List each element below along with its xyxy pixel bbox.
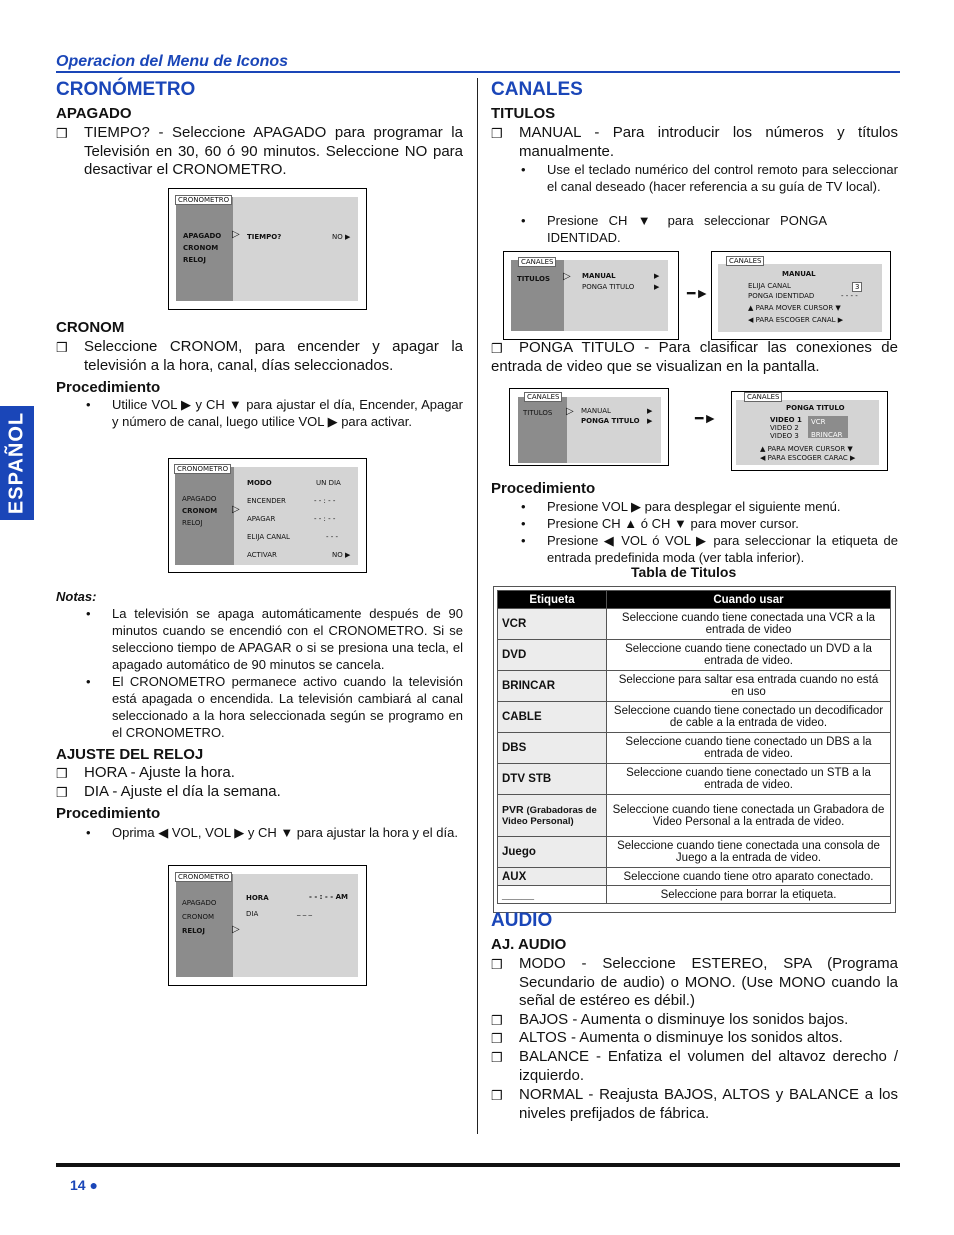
titulos-bullet-1: Use el teclado numérico del control remoto para seleccionar el canal deseado (hacer referencia a su guía de TV local). xyxy=(547,162,898,194)
table-cell-desc: Seleccione para saltar esa entrada cuando no está en uso xyxy=(607,671,891,702)
arrow-right-icon: ━► xyxy=(687,285,710,301)
screen-caption: CRONOMETRO xyxy=(175,872,232,882)
menu-option: PONGA TITULO xyxy=(582,283,635,291)
notas-heading: Notas: xyxy=(56,589,97,604)
screen-caption: CRONOMETRO xyxy=(175,195,232,205)
cursor-arrow-icon: ▷ xyxy=(232,924,240,935)
ajuste-reloj-heading: AJUSTE DEL RELOJ xyxy=(56,746,204,763)
table-cell-desc: Seleccione cuando tiene conectado un DBS a la entrada de video. xyxy=(607,733,891,764)
cronom-heading: CRONOM xyxy=(56,319,125,336)
checkbox-icon: ❒ xyxy=(56,785,68,800)
header-rule xyxy=(56,71,900,73)
menu-row: ELIJA CANAL xyxy=(247,533,290,541)
menu-option: MANUAL xyxy=(582,272,616,280)
audio-normal-text: NORMAL - Reajusta BAJOS, ALTOS y BALANCE a los niveles prefijados de fábrica. xyxy=(519,1086,898,1122)
menu-option: TIEMPO? xyxy=(247,233,282,241)
menu-value: UN DIA xyxy=(316,479,341,487)
table-cell-label: DBS xyxy=(498,733,607,764)
table-title: Tabla de Titulos xyxy=(631,564,737,580)
bullet: • xyxy=(521,499,526,514)
aj-audio-heading: AJ. AUDIO xyxy=(491,936,567,953)
procedimiento-text: Utilice VOL ▶ y CH ▼ para ajustar el día, Encender, Apagar y número de canal, luego utilice VOL ▶ para activar. xyxy=(112,397,463,429)
checkbox-icon: ❒ xyxy=(56,126,68,141)
menu-item: RELOJ xyxy=(182,927,205,935)
screen-cronom xyxy=(168,458,367,573)
menu-value: - - : - - xyxy=(314,515,336,523)
table-cell-label: VCR xyxy=(498,609,607,640)
ponga-titulo-text: PONGA TITULO - Para clasificar las conexiones de entrada de video que se visualizan en la pantalla. xyxy=(491,339,898,375)
screen-apagado xyxy=(168,188,367,310)
menu-row: VIDEO 1 xyxy=(770,416,802,424)
procedimiento-text: Oprima ◀ VOL, VOL ▶ y CH ▼ para ajustar la hora y el día. xyxy=(112,825,458,840)
screen-caption: CANALES xyxy=(726,256,764,266)
menu-value: NO ▶ xyxy=(332,233,351,241)
menu-item: APAGADO xyxy=(183,232,222,240)
menu-item: APAGADO xyxy=(182,899,217,907)
menu-value: 3 xyxy=(852,282,862,292)
procedimiento-heading: Procedimiento xyxy=(56,379,161,396)
bullet: • xyxy=(86,606,91,621)
screen-canales-titulos: CANALES TITULOS ▷ MANUAL PONGA TITULO ▶ ▶ xyxy=(503,251,679,340)
table-cell-label: BRINCAR xyxy=(498,671,607,702)
titulos-bullet-2: Presione CH ▼ para seleccionar PONGA IDENTIDAD. xyxy=(547,213,827,245)
menu-value: - - - xyxy=(326,533,339,541)
table-cell-desc: Seleccione cuando tiene conectada un Grabadora de Video Personal a la entrada de video. xyxy=(607,795,891,837)
table-cell-label: AUX xyxy=(498,868,607,886)
table-row xyxy=(498,837,891,868)
bullet: • xyxy=(86,397,91,412)
checkbox-icon: ❒ xyxy=(491,957,503,972)
nota-2: El CRONOMETRO permanece activo cuando la televisión está apagada o encendida. La televisión cambiará al canal seleccionado a la hora seleccionada según se programo en el CRONOMETRO. xyxy=(112,674,463,740)
page-number: 14 ● xyxy=(70,1177,98,1193)
table-header: Etiqueta xyxy=(498,591,607,609)
apagado-heading: APAGADO xyxy=(56,105,132,122)
menu-row: ◀ PARA ESCOGER CANAL ▶ xyxy=(748,316,844,324)
language-tab xyxy=(0,406,34,520)
bullet: • xyxy=(521,533,526,548)
table-row xyxy=(498,640,891,671)
procedimiento-step-3: Presione ◀ VOL ó VOL ▶ para seleccionar la etiqueta de entrada predefinida moda (ver tabla inferior). xyxy=(547,533,898,565)
audio-balance-text: BALANCE - Enfatiza el volumen del altavoz derecho / izquierdo. xyxy=(519,1048,898,1084)
checkbox-icon: ❒ xyxy=(491,341,503,356)
table-row xyxy=(498,886,891,904)
table-cell-desc: Seleccione para borrar la etiqueta. xyxy=(607,886,891,904)
titulos-table xyxy=(497,590,891,904)
table-cell-sublabel: (Grabadoras de Video Personal) xyxy=(502,804,597,827)
cronom-text: Seleccione CRONOM, para encender y apagar la televisión a la hora, canal, días seleccionados. xyxy=(84,338,463,374)
table-cell-label: DTV STB xyxy=(498,764,607,795)
screen-canales-ponga: CANALES TITULOS ▷ MANUAL PONGA TITULO ▶ ▶ xyxy=(509,388,669,466)
table-cell-label: PVR xyxy=(502,803,524,816)
menu-row: APAGAR xyxy=(247,515,276,523)
table-cell-desc: Seleccione cuando tiene otro aparato conectado. xyxy=(607,868,891,886)
screen-ponga-titulo xyxy=(731,391,888,471)
menu-option: VCR xyxy=(811,418,826,426)
audio-bajos-text: BAJOS - Aumenta o disminuye los sonidos bajos. xyxy=(519,1011,849,1028)
titulos-heading: TITULOS xyxy=(491,105,556,122)
menu-row: ACTIVAR xyxy=(247,551,277,559)
screen-caption: CRONOMETRO xyxy=(174,464,231,474)
table-cell-label: Juego xyxy=(498,837,607,868)
table-row xyxy=(498,609,891,640)
menu-row: VIDEO 2 xyxy=(770,424,799,432)
checkbox-icon: ❒ xyxy=(491,126,503,141)
dia-text: DIA - Ajuste el día la semana. xyxy=(84,783,281,800)
menu-value: NO ▶ xyxy=(332,551,351,559)
procedimiento-heading: Procedimiento xyxy=(56,805,161,822)
menu-value: - - : - - AM xyxy=(309,893,348,901)
bullet: • xyxy=(521,213,526,228)
screen-canales-manual xyxy=(711,251,891,340)
menu-hint: ◀ PARA ESCOGER CARAC ▶ xyxy=(760,454,856,462)
page-header: Operacion del Menu de Iconos xyxy=(56,53,289,70)
language-tab-label: ESPAÑOL xyxy=(5,411,28,515)
menu-value: - - - - xyxy=(841,292,858,300)
menu-title: MANUAL xyxy=(782,270,816,278)
table-cell-label: DVD xyxy=(498,640,607,671)
cursor-arrow-icon: ▷ xyxy=(232,229,240,240)
menu-value: _ _ _ xyxy=(297,908,312,916)
checkbox-icon: ❒ xyxy=(56,340,68,355)
menu-item: RELOJ xyxy=(183,256,206,264)
menu-item: RELOJ xyxy=(182,519,203,527)
audio-altos-text: ALTOS - Aumenta o disminuye los sonidos altos. xyxy=(519,1029,843,1046)
bullet: • xyxy=(521,516,526,531)
table-row xyxy=(498,702,891,733)
table-cell-desc: Seleccione cuando tiene conectado un decodificador de cable a la entrada de video. xyxy=(607,702,891,733)
checkbox-icon: ❒ xyxy=(491,1088,503,1103)
table-row xyxy=(498,795,891,837)
screen-caption: CANALES xyxy=(744,392,782,402)
menu-option: BRINCAR xyxy=(811,431,843,439)
menu-row: ENCENDER xyxy=(247,497,286,505)
audio-modo-text: MODO - Seleccione ESTEREO, SPA (Programa Secundario de audio) o MONO. (Use MONO cuando la señal de estéreo es débil.) xyxy=(519,955,898,1009)
checkbox-icon: ❒ xyxy=(491,1013,503,1028)
bullet: • xyxy=(86,674,91,689)
table-cell-desc: Seleccione cuando tiene conectada una VCR a la entrada de video xyxy=(607,609,891,640)
menu-item: CRONOM xyxy=(182,507,218,515)
procedimiento-step-1: Presione VOL ▶ para desplegar el siguiente menú. xyxy=(547,499,841,514)
cursor-arrow-icon: ▷ xyxy=(563,271,571,282)
cursor-arrow-icon: ▷ xyxy=(566,406,574,417)
nota-1: La televisión se apaga automáticamente después de 90 minutos cuando se encendió con el CRONOMETRO. Si se selecciono tiempo de APAGAR o si se presiona una tecla, el apagado automático de 90 minutos se cancela. xyxy=(112,606,463,672)
menu-option: MANUAL xyxy=(581,407,611,415)
cursor-arrow-icon: ▷ xyxy=(232,504,240,515)
menu-title: PONGA TITULO xyxy=(786,404,845,412)
menu-item: CRONOM xyxy=(183,244,219,252)
table-row xyxy=(498,764,891,795)
menu-row: MODO xyxy=(247,479,272,487)
manual-text: MANUAL - Para introducir los números y títulos manualmente. xyxy=(519,124,898,160)
menu-value: - - : - - xyxy=(314,497,336,505)
table-row xyxy=(498,671,891,702)
apagado-text: TIEMPO? - Seleccione APAGADO para programar la Televisión en 30, 60 ó 90 minutos. Seleccione NO para desactivar el CRONOMETRO. xyxy=(84,124,463,178)
screen-reloj xyxy=(168,865,367,986)
menu-row: ELIJA CANAL xyxy=(748,282,791,290)
table-cell-desc: Seleccione cuando tiene conectado un DVD a la entrada de video. xyxy=(607,640,891,671)
bullet: • xyxy=(86,825,91,840)
audio-title: AUDIO xyxy=(491,910,553,931)
column-divider xyxy=(477,78,478,1134)
screen-caption: CANALES xyxy=(518,257,556,267)
procedimiento-heading: Procedimiento xyxy=(491,480,596,497)
checkbox-icon: ❒ xyxy=(491,1050,503,1065)
screen-caption: CANALES xyxy=(524,392,562,402)
table-cell-desc: Seleccione cuando tiene conectado un STB a la entrada de video. xyxy=(607,764,891,795)
table-row xyxy=(498,868,891,886)
menu-option: PONGA TITULO xyxy=(581,417,640,425)
bullet: • xyxy=(521,162,526,177)
table-cell-label: CABLE xyxy=(498,702,607,733)
table-row xyxy=(498,733,891,764)
cronometro-title: CRONÓMETRO xyxy=(56,79,196,100)
menu-item: CRONOM xyxy=(182,913,215,921)
menu-row: DIA xyxy=(246,910,259,918)
arrow-right-icon: ━► xyxy=(695,410,718,426)
menu-item: APAGADO xyxy=(182,495,217,503)
menu-hint: ▲ PARA MOVER CURSOR ▼ xyxy=(760,445,853,453)
hora-text: HORA - Ajuste la hora. xyxy=(84,764,235,781)
table-cell-label: _____ xyxy=(498,886,607,904)
menu-row: HORA xyxy=(246,894,269,902)
table-header: Cuando usar xyxy=(607,591,891,609)
menu-row: VIDEO 3 xyxy=(770,432,799,440)
menu-row: PONGA IDENTIDAD xyxy=(748,292,815,300)
menu-row: ▲ PARA MOVER CURSOR ▼ xyxy=(748,304,841,312)
checkbox-icon: ❒ xyxy=(491,1031,503,1046)
table-cell-desc: Seleccione cuando tiene conectada una consola de Juego a la entrada de video. xyxy=(607,837,891,868)
footer-rule xyxy=(56,1163,900,1167)
menu-item: TITULOS xyxy=(523,409,553,417)
checkbox-icon: ❒ xyxy=(56,766,68,781)
canales-title: CANALES xyxy=(491,79,583,100)
menu-item: TITULOS xyxy=(517,275,551,283)
procedimiento-step-2: Presione CH ▲ ó CH ▼ para mover cursor. xyxy=(547,516,799,531)
